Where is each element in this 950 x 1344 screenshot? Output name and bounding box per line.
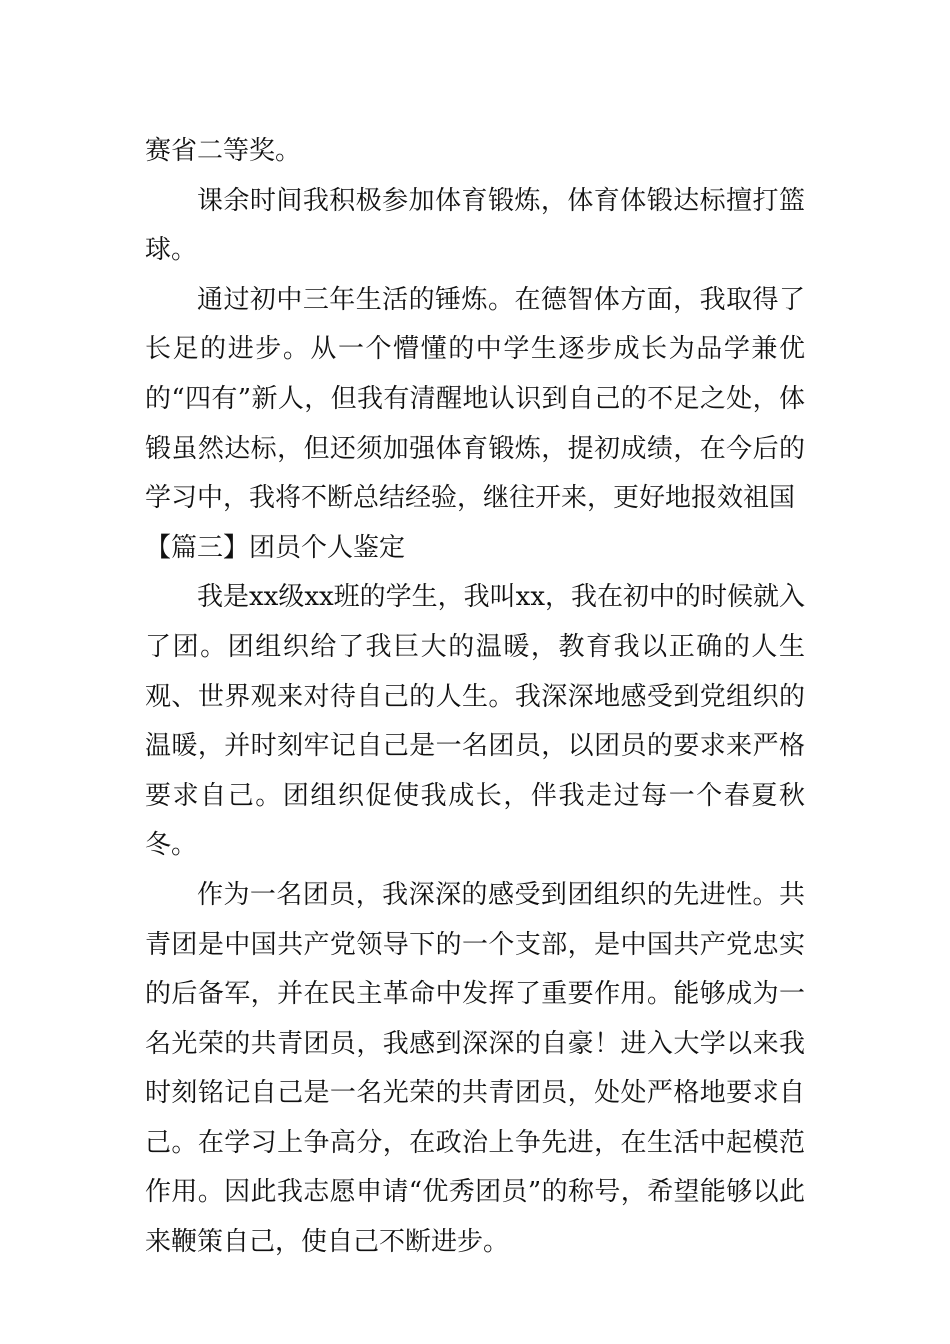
section-heading: 【篇三】团员个人鉴定 [145, 532, 406, 563]
paragraph-league-member: 作为一名团员，我深深的感受到团组织的先进性。共青团是中国共产党领导下的一个支部，是中国共产党忠实的后备军，并在民主革命中发挥了重要作用。能够成为一名光荣的共青团员，我感到深深的自豪！进入大学以来我时刻铭记自己是一名光荣的共青团员，处处严格地要求自己。在学习上争高分，在政治上争先进，在生活中起模范作用。因此我志愿申请“优秀团员”的称号，希望能够以此来鞭策自己，使自己不断进步。 [145, 879, 805, 1258]
paragraph-introduction: 我是xx级xx班的学生，我叫xx，我在初中的时候就入了团。团组织给了我巨大的温暖，教育我以正确的人生观、世界观来对待自己的人生。我深深地感受到党组织的温暖，并时刻牢记自己是一名团员，以团员的要求来严格要求自己。团组织促使我成长，伴我走过每一个春夏秋冬。 [145, 582, 805, 861]
paragraph-sports: 课余时间我积极参加体育锻炼，体育体锻达标擅打篮球。 [145, 185, 805, 266]
paragraph-continuation: 赛省二等奖。 [145, 136, 302, 166]
document-page [145, 127, 805, 1268]
paragraph-summary: 通过初中三年生活的锤炼。在德智体方面，我取得了长足的进步。从一个懵懂的中学生逐步成长为品学兼优的“四有”新人，但我有清醒地认识到自己的不足之处，体锻虽然达标，但还须加强体育锻炼，提初成绩，在今后的学习中，我将不断总结经验，继往开来，更好地报效祖国 [145, 284, 805, 514]
